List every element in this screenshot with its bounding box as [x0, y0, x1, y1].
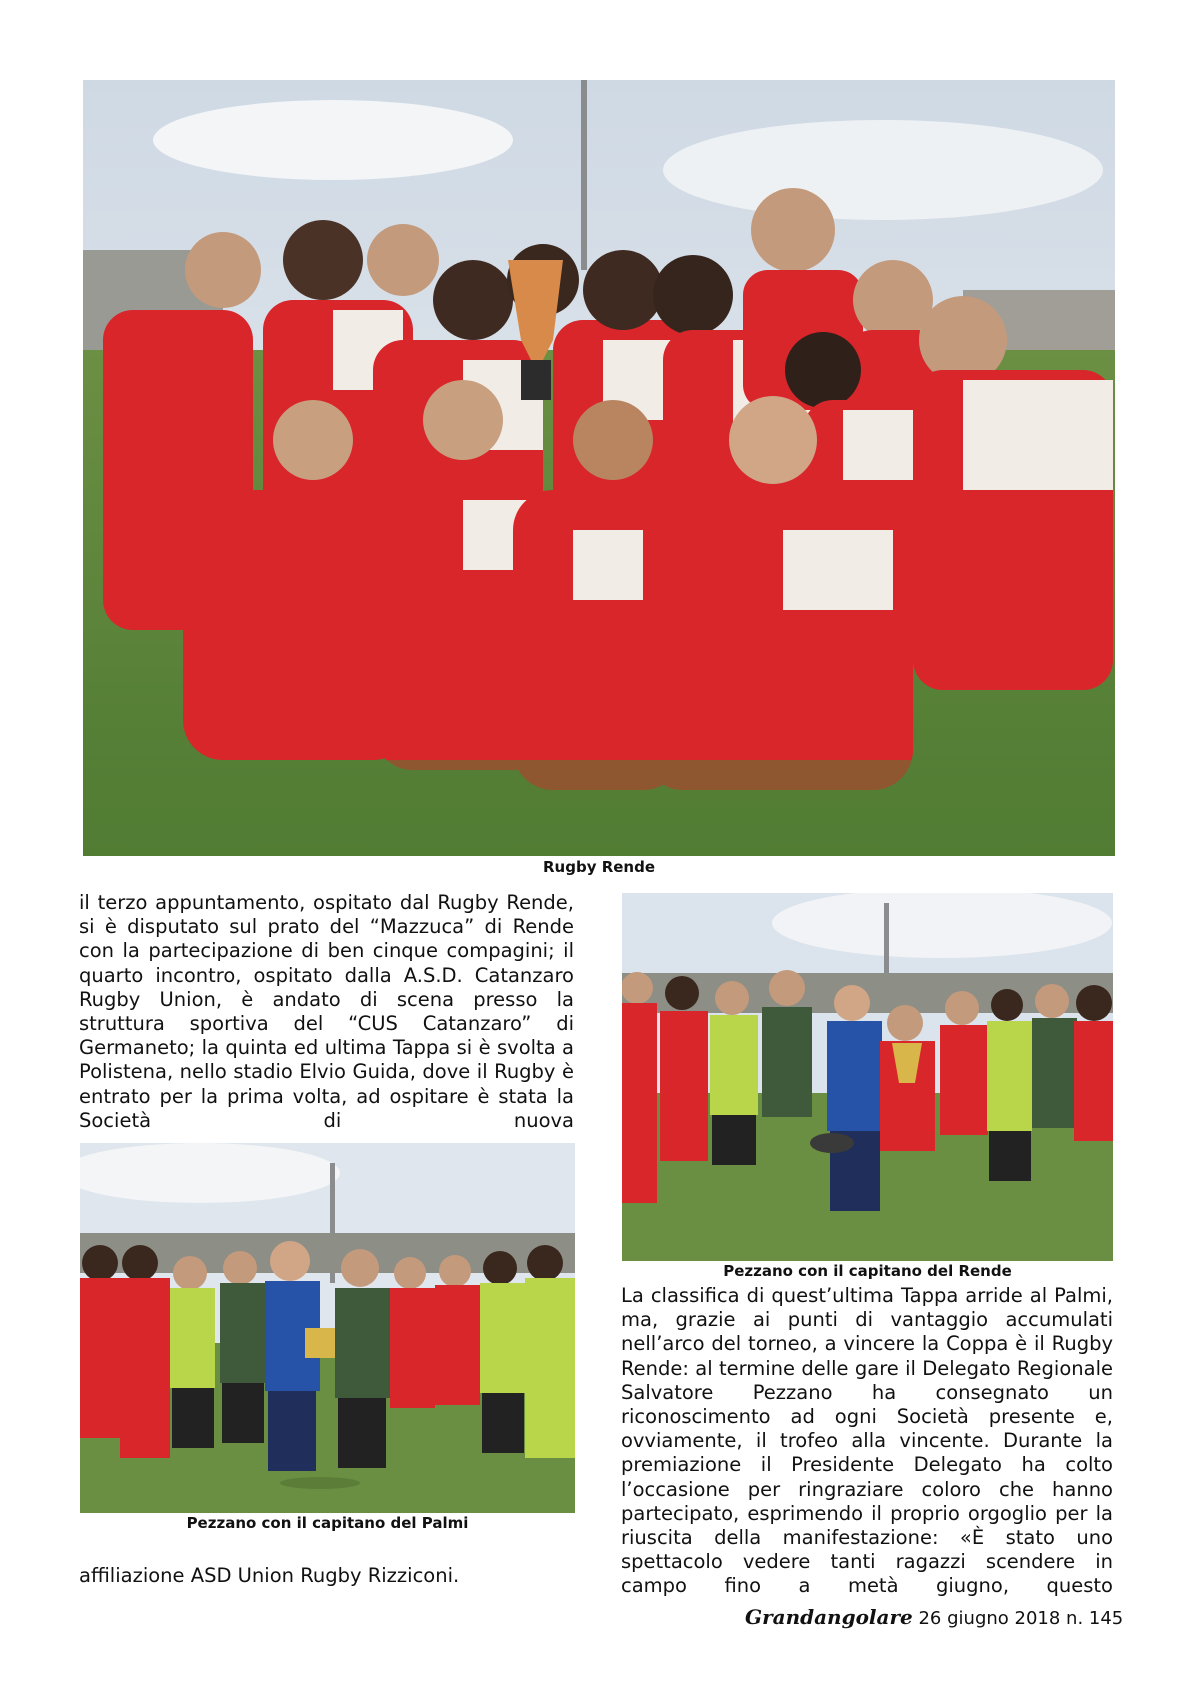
article-left-paragraph: il terzo appuntamento, ospitato dal Rugby Rende, si è disputato sul prato del “Mazzuca” di Rende con la partecipazione di ben cinque compagini; il quarto incontro, ospitato dalla A.S.D. Catanzaro Rugby Union, è andato di scena presso la struttura sportiva del “CUS Catanzaro” di Germaneto; la quinta ed ultima Tappa si è svolta a Polistena, nello stadio Elvio Guida, dove il Rugby è entrato per la prima volta, ad ospitare è stata la Società di nuova — [79, 891, 574, 1132]
page-footer — [745, 1605, 1123, 1629]
article-left-continuation: affiliazione ASD Union Rugby Rizziconi. — [79, 1564, 460, 1587]
issue-info: 26 giugno 2018 n. 145 — [918, 1608, 1124, 1629]
photo-caption-rende: Pezzano con il capitano del Rende — [723, 1262, 1012, 1280]
photo-pezzano-capitano-rende — [622, 893, 1113, 1261]
article-right-paragraph: La classifica di quest’ultima Tappa arride al Palmi, ma, grazie ai punti di vantaggio accumulati nell’arco del torneo, a vincere la Coppa è il Rugby Rende: al termine delle gare il Delegato Regionale Salvatore Pezzano ha consegnato un riconoscimento ad ogni Società presente e, ovviamente, il trofeo alla vincente. Durante la premiazione il Presidente Delegato ha colto l’occasione per ringraziare coloro che hanno partecipato, esprimendo il proprio orgoglio per la riuscita della manifestazione: «È stato uno spettacolo vedere tanti ragazzi scendere in campo fino a metà giugno, questo — [621, 1284, 1113, 1598]
photo-caption-main: Rugby Rende — [542, 858, 656, 876]
team-photo-rugby-rende — [83, 80, 1115, 856]
photo-caption-palmi: Pezzano con il capitano del Palmi — [186, 1514, 469, 1532]
photo-pezzano-capitano-palmi — [80, 1143, 575, 1513]
publication-name: Grandangolare — [745, 1605, 913, 1629]
